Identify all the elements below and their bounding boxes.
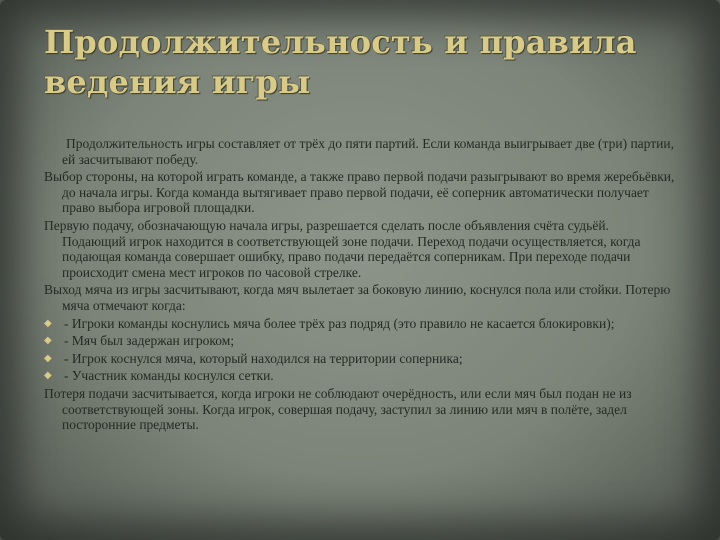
bullet-text: - Участник команды коснулся сетки. [64,368,274,384]
paragraph-duration: Продолжительность игры составляет от трёх до пяти партий. Если команда выигрывает две (три) партии, ей засчитывают победу. [62,136,674,167]
slide-title: Продолжительность и правила ведения игры [44,23,637,101]
list-item [44,316,676,332]
paragraph-serve-loss: Потеря подачи засчитывается, когда игроки не соблюдают очерёдность, или если мяч был подан не из соответствующей зоны. Когда игрок, совершая подачу, заступил за линию или мяч в полёте, задел посторонние предметы. [44,385,632,433]
list-item [44,368,676,384]
diamond-bullet-icon: ◆ [44,370,52,382]
bullet-text: - Игрок коснулся мяча, который находился на территории соперника; [64,350,463,366]
list-item [44,333,676,349]
bullet-text: - Мяч был задержан игроком; [64,333,235,349]
slide-body [44,136,676,435]
paragraph-ball-out: Выход мяча из игры засчитывают, когда мяч вылетает за боковую линию, коснулся пола или стойки. Потерю мяча отмечают когда: [44,282,671,313]
paragraph-side-choice: Выбор стороны, на которой играть команде, а также право первой подачи разыгрывают во время жеребьёвки, до начала игры. Когда команда вытягивает право первой подачи, её соперник автоматически получает право выбора игровой площадки. [44,169,675,216]
diamond-bullet-icon: ◆ [44,352,52,364]
diamond-bullet-icon: ◆ [44,317,52,329]
bullet-text: - Игроки команды коснулись мяча более трёх раз подряд (это правило не касается блокировки); [64,315,615,331]
paragraph-first-serve: Первую подачу, обозначающую начала игры, разрешается сделать после объявления счёта судьёй. Подающий игрок находится в соответствующей зоне подачи. Переход подачи осуществляется, когда подающая команда совершает ошибку, право подачи передаётся соперникам. При переходе подачи происходит смена мест игроков по часовой стрелке. [44,217,641,280]
diamond-bullet-icon: ◆ [44,335,52,347]
list-item [44,351,676,367]
